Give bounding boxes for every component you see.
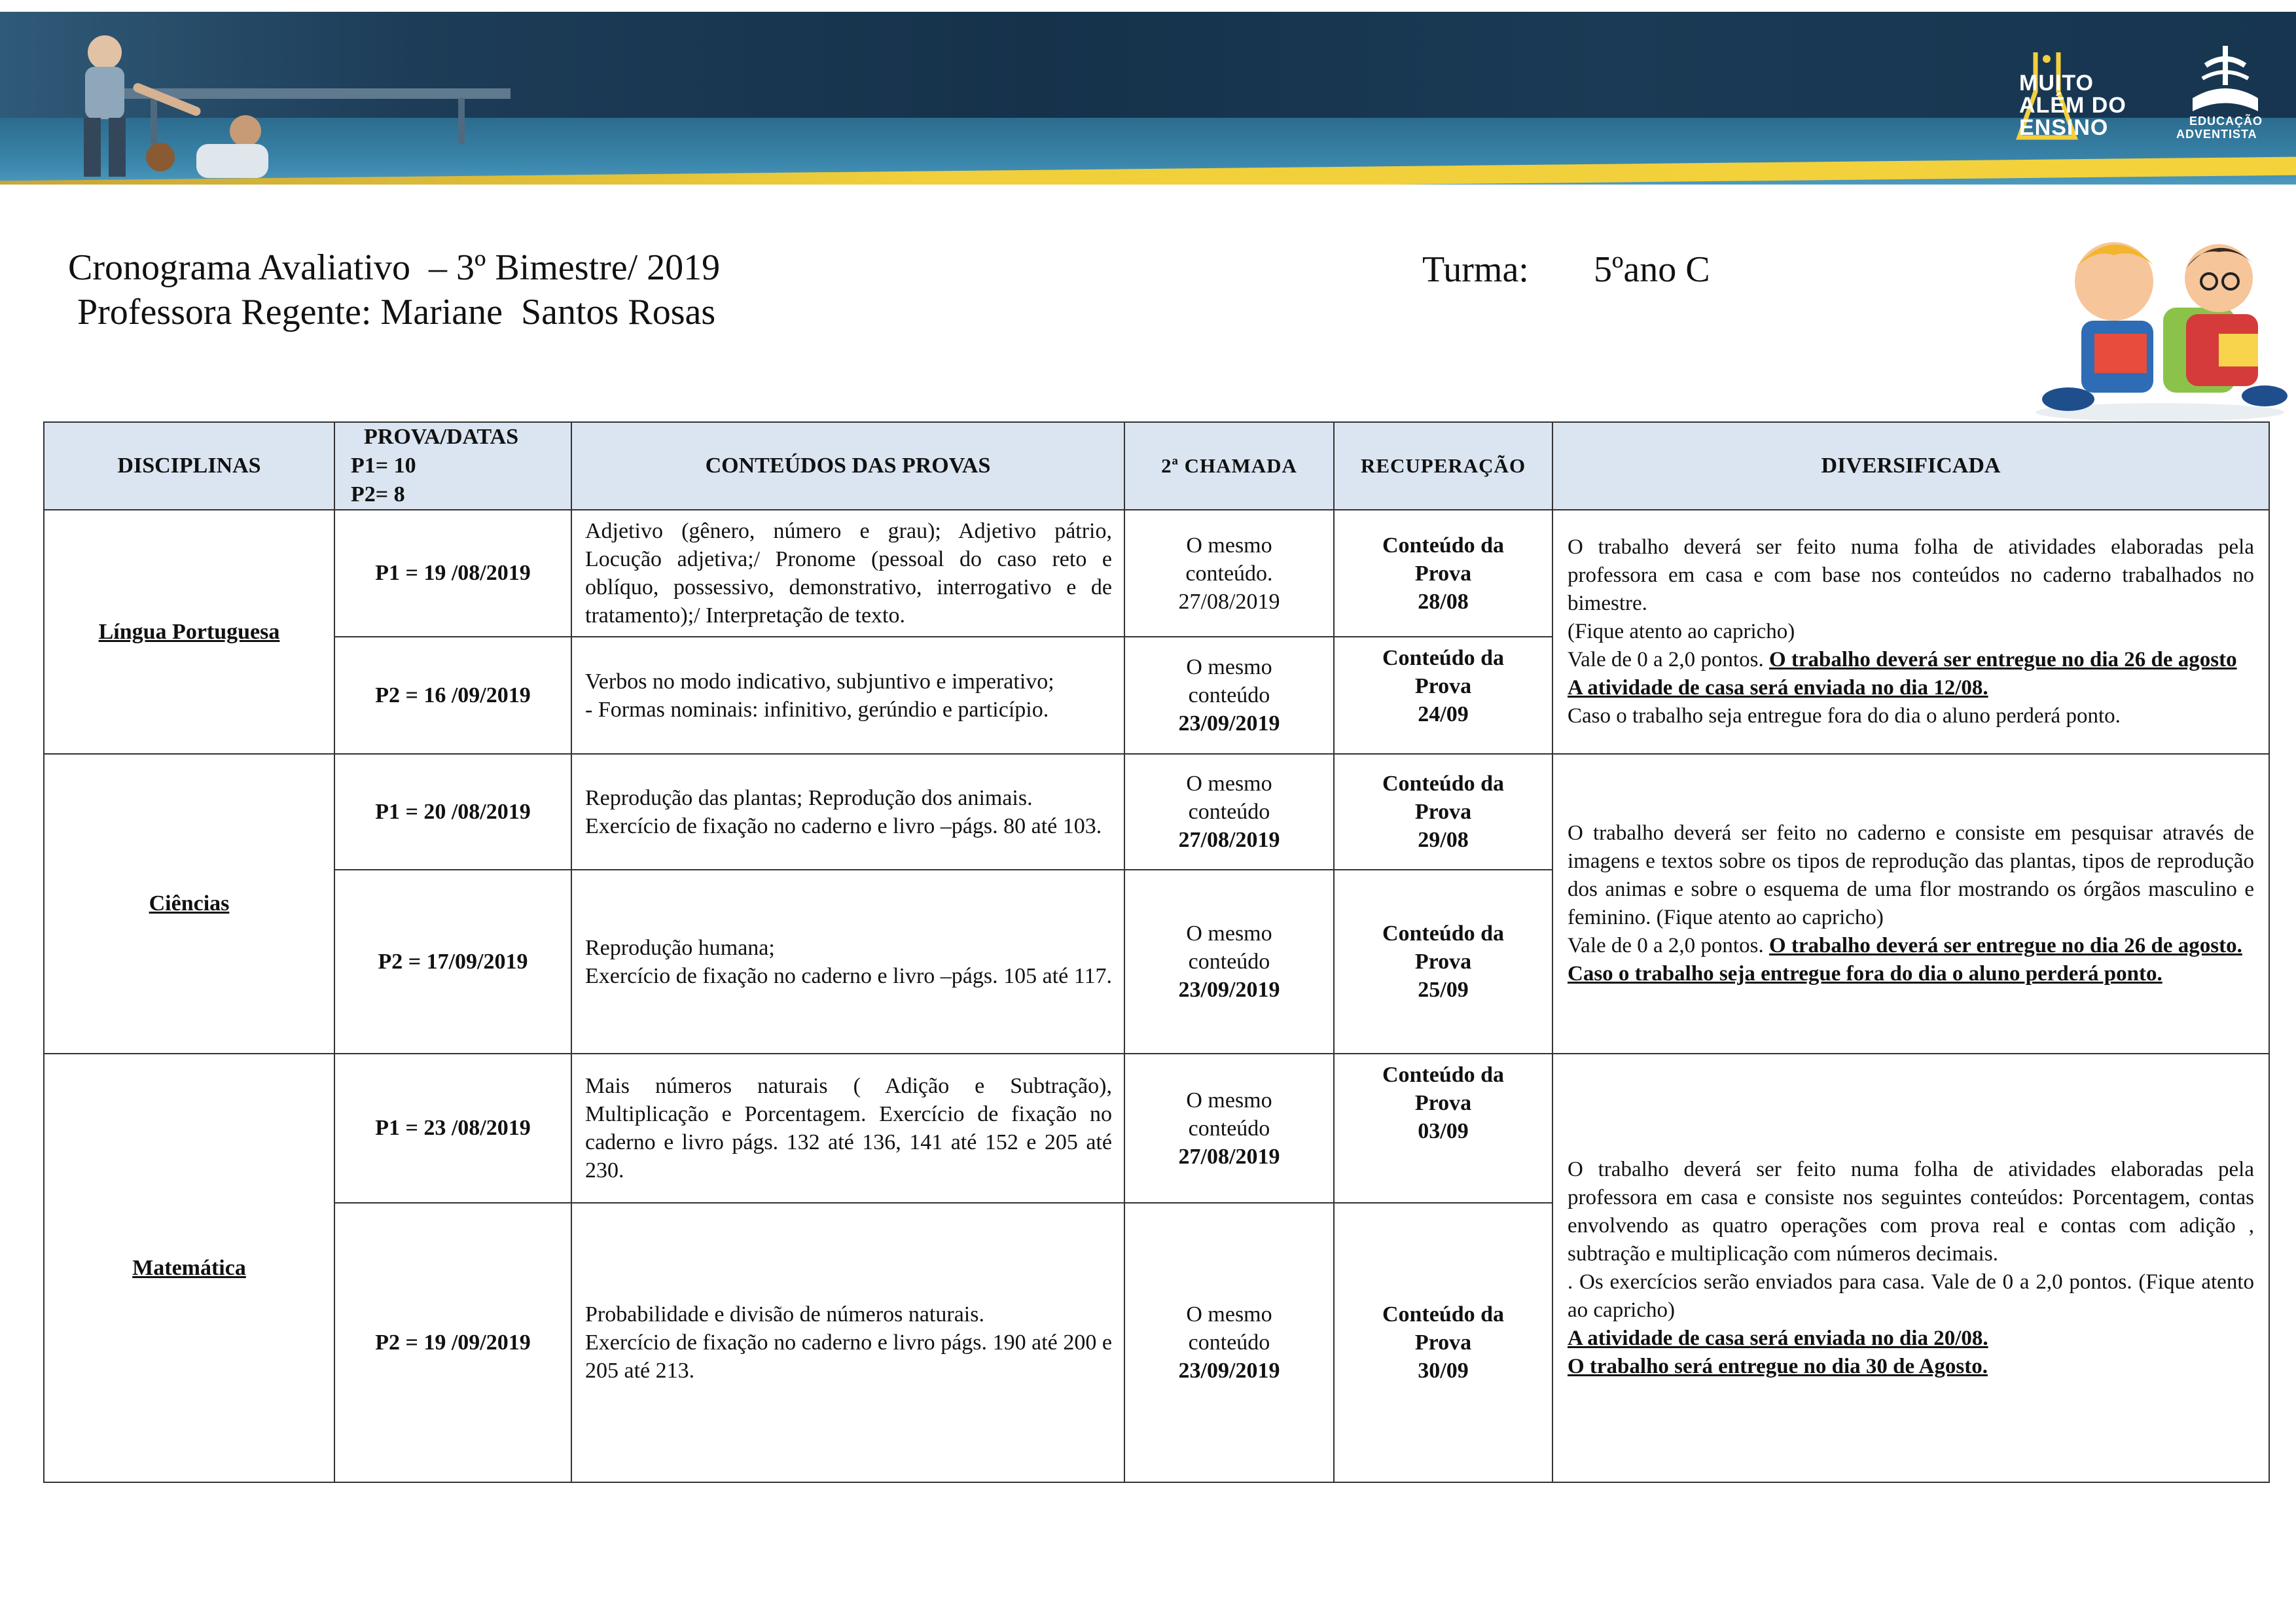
diversified-activity xyxy=(1552,1054,2269,1482)
exam-content-line: Exercício de fixação no caderno e livro –págs. 105 até 117. xyxy=(585,963,1112,988)
diversified-warning: Caso o trabalho seja entregue fora do dia o aluno perderá ponto. xyxy=(1568,962,2162,986)
second-call-line: conteúdo xyxy=(1188,950,1270,974)
exam-date: P1 = 20 /08/2019 xyxy=(334,754,571,870)
exam-content-line: Probabilidade e divisão de números naturais. xyxy=(585,1302,984,1327)
second-call-line: O mesmo xyxy=(1186,655,1272,679)
second-call-date: 23/09/2019 xyxy=(1178,711,1280,736)
header-banner xyxy=(0,0,2296,236)
recovery-date: 29/08 xyxy=(1418,828,1469,852)
diversified-text xyxy=(1568,932,2254,960)
recovery-line: Prova xyxy=(1414,674,1472,698)
exam-content-line: Reprodução humana; xyxy=(585,935,775,960)
recovery-line: Conteúdo da xyxy=(1382,1063,1505,1087)
diversified-activity xyxy=(1552,754,2269,1054)
diversified-deadline: O trabalho deverá ser entregue no dia 26 de agosto xyxy=(1768,648,2237,671)
diversified-value: Vale de 0 a 2,0 pontos. xyxy=(1568,648,1769,671)
diversified-deadline: O trabalho será entregue no dia 30 de Agosto. xyxy=(1568,1354,1988,1378)
second-call-line: conteúdo xyxy=(1188,1116,1270,1141)
table-header-row xyxy=(44,422,2269,510)
second-call-line: O mesmo xyxy=(1186,533,1272,558)
exam-date: P2 = 16 /09/2019 xyxy=(334,637,571,754)
header-prova-datas xyxy=(334,422,571,510)
second-call xyxy=(1124,1203,1334,1482)
recovery-line: Prova xyxy=(1414,950,1472,974)
exam-date: P1 = 23 /08/2019 xyxy=(334,1054,571,1203)
header-prova-line1: PROVA/DATAS xyxy=(364,425,519,449)
diversified-text: O trabalho deverá ser feito numa folha de atividades elaboradas pela professora em casa e com base nos conteúdos no caderno trabalhados no bimestre. xyxy=(1568,535,2254,615)
second-call-date: 27/08/2019 xyxy=(1178,589,1280,614)
recovery xyxy=(1334,754,1552,870)
kids-reading-illustration xyxy=(2022,229,2296,425)
exam-content-line: Verbos no modo indicativo, subjuntivo e imperativo; xyxy=(585,669,1054,694)
second-call-line: O mesmo xyxy=(1186,1088,1272,1113)
table-row xyxy=(44,754,2269,870)
exam-date: P2 = 19 /09/2019 xyxy=(334,1203,571,1482)
diversified-text: . Os exercícios serão enviados para casa. Vale de 0 a 2,0 pontos. (Fique atento ao capricho) xyxy=(1568,1270,2254,1322)
exam-content: Adjetivo (gênero, número e grau); Adjetivo pátrio, Locução adjetiva;/ Pronome (pessoal do caso reto e oblíquo, possessivo, demonstrativo, interrogativo e de tratamento);/ Interpretação de texto. xyxy=(571,510,1124,637)
recovery-date: 03/09 xyxy=(1418,1119,1469,1143)
logo-text-line2: ALÉM DO xyxy=(2019,93,2126,118)
exam-content-line: Exercício de fixação no caderno e livro págs. 190 até 200 e 205 até 213. xyxy=(585,1330,1112,1383)
second-call xyxy=(1124,510,1334,637)
second-call-line: O mesmo xyxy=(1186,921,1272,946)
recovery xyxy=(1334,637,1552,754)
recovery-date: 24/09 xyxy=(1418,702,1469,726)
diversified-text: O trabalho deverá ser feito no caderno e consiste em pesquisar através de imagens e textos sobre os tipos de reprodução das plantas, tipos de reprodução dos animas e sobre o esquema de uma flor mostrando os órgãos masculino e feminino. (Fique atento ao capricho) xyxy=(1568,821,2254,929)
recovery-date: 25/09 xyxy=(1418,978,1469,1002)
diversified-text: Caso o trabalho seja entregue fora do dia o aluno perderá ponto. xyxy=(1568,704,2121,728)
header-segunda-chamada: 2ª CHAMADA xyxy=(1124,422,1334,510)
second-call xyxy=(1124,1054,1334,1203)
exam-content xyxy=(571,637,1124,754)
logo-adv-line1: EDUCAÇÃO xyxy=(2189,115,2263,128)
subject-lingua-portuguesa: Língua Portuguesa xyxy=(44,510,334,754)
exam-content xyxy=(571,1203,1124,1482)
recovery-line: Prova xyxy=(1414,1330,1472,1355)
exam-content xyxy=(571,870,1124,1054)
diversified-text: O trabalho deverá ser feito numa folha de atividades elaboradas pela professora em casa e consiste nos seguintes conteúdos: Porcentagem, contas envolvendo as quatro operações com prova real e contas com adição , subtração e multiplicação com números decimais. xyxy=(1568,1157,2254,1266)
teacher-name: Professora Regente: Mariane Santos Rosas xyxy=(68,292,716,332)
exam-date: P1 = 19 /08/2019 xyxy=(334,510,571,637)
exam-content: Mais números naturais ( Adição e Subtração), Multiplicação e Porcentagem. Exercício de fixação no caderno e livro págs. 132 até 136, 141 até 152 e 205 até 230. xyxy=(571,1054,1124,1203)
table-row xyxy=(44,1054,2269,1203)
diversified-activity xyxy=(1552,510,2269,754)
second-call xyxy=(1124,870,1334,1054)
schedule-table xyxy=(43,421,2270,1483)
recovery-date: 28/08 xyxy=(1418,589,1469,614)
page-title: Cronograma Avaliativo – 3º Bimestre/ 2019 xyxy=(68,247,721,288)
players-photo xyxy=(26,26,301,196)
second-call-date: 27/08/2019 xyxy=(1178,1144,1280,1169)
exam-content-line: Exercício de fixação no caderno e livro –págs. 80 até 103. xyxy=(585,813,1102,838)
header-disciplinas: DISCIPLINAS xyxy=(44,422,334,510)
recovery xyxy=(1334,870,1552,1054)
diversified-send-date: A atividade de casa será enviada no dia 12/08. xyxy=(1568,676,1988,700)
header-prova-line3: P2= 8 xyxy=(351,482,405,507)
recovery-line: Prova xyxy=(1414,1091,1472,1115)
logo-text-line1: MUITO xyxy=(2019,71,2094,96)
recovery-line: Conteúdo da xyxy=(1382,646,1505,670)
second-call xyxy=(1124,754,1334,870)
subject-ciencias: Ciências xyxy=(44,754,334,1054)
recovery-line: Prova xyxy=(1414,561,1472,586)
exam-content xyxy=(571,754,1124,870)
diversified-text: (Fique atento ao capricho) xyxy=(1568,620,1795,643)
turma-value: 5ºano C xyxy=(1594,249,1710,290)
recovery xyxy=(1334,1203,1552,1482)
recovery-line: Conteúdo da xyxy=(1382,772,1505,796)
header-prova-line2: P1= 10 xyxy=(351,454,416,478)
logo-adv-line2: ADVENTISTA xyxy=(2176,128,2257,141)
header-diversificada: DIVERSIFICADA xyxy=(1552,422,2269,510)
recovery-line: Conteúdo da xyxy=(1382,533,1505,558)
second-call xyxy=(1124,637,1334,754)
exam-content-line: - Formas nominais: infinitivo, gerúndio e particípio. xyxy=(585,697,1049,722)
recovery-line: Conteúdo da xyxy=(1382,921,1505,946)
second-call-line: O mesmo xyxy=(1186,1302,1272,1327)
table-row xyxy=(44,510,2269,637)
second-call-line: conteúdo xyxy=(1188,800,1270,824)
second-call-date: 23/09/2019 xyxy=(1178,1359,1280,1383)
diversified-send-date: A atividade de casa será enviada no dia 20/08. xyxy=(1568,1326,1988,1350)
header-recuperacao: RECUPERAÇÃO xyxy=(1334,422,1552,510)
recovery xyxy=(1334,510,1552,637)
second-call-date: 27/08/2019 xyxy=(1178,828,1280,852)
recovery-line: Prova xyxy=(1414,800,1472,824)
diversified-deadline: O trabalho deverá ser entregue no dia 26 de agosto. xyxy=(1768,934,2242,957)
second-call-line: conteúdo xyxy=(1188,1330,1270,1355)
exam-date: P2 = 17/09/2019 xyxy=(334,870,571,1054)
diversified-value: Vale de 0 a 2,0 pontos. xyxy=(1568,934,1769,957)
logo-text-line3: ENSINO xyxy=(2019,115,2109,140)
second-call-line: conteúdo xyxy=(1188,683,1270,707)
exam-content-line: Reprodução das plantas; Reprodução dos animais. xyxy=(585,785,1033,810)
second-call-line: conteúdo. xyxy=(1185,561,1273,586)
recovery-date: 30/09 xyxy=(1418,1359,1469,1383)
subject-matematica: Matemática xyxy=(44,1054,334,1482)
turma-label: Turma: xyxy=(1422,249,1529,290)
recovery-line: Conteúdo da xyxy=(1382,1302,1505,1327)
diversified-text xyxy=(1568,646,2254,674)
recovery xyxy=(1334,1054,1552,1203)
second-call-line: O mesmo xyxy=(1186,772,1272,796)
second-call-date: 23/09/2019 xyxy=(1178,978,1280,1002)
header-conteudos: CONTEÚDOS DAS PROVAS xyxy=(571,422,1124,510)
